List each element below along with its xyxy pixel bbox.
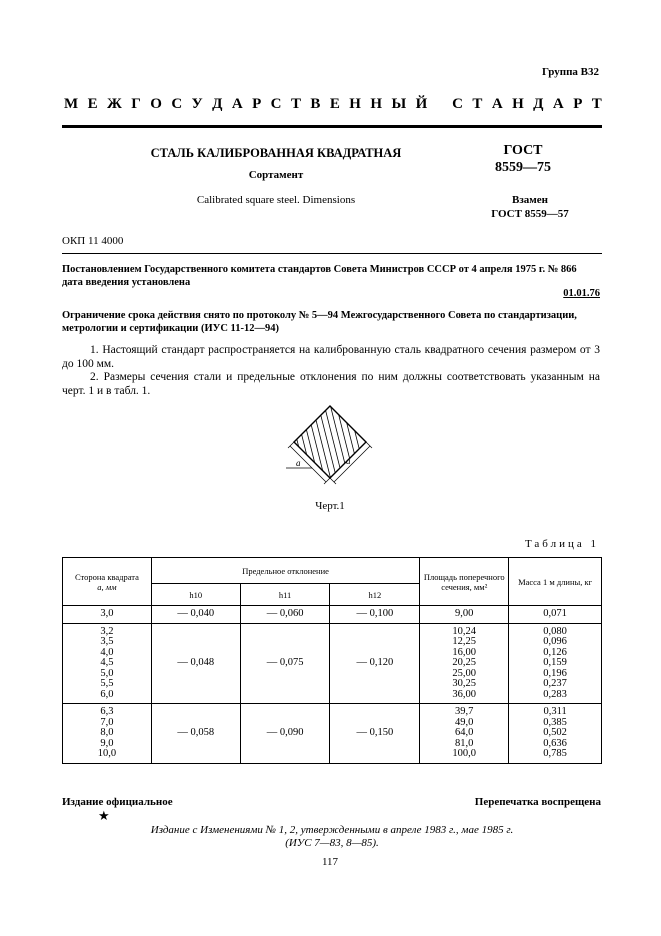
heading-letter: У	[191, 96, 203, 112]
masses-value: 0,196	[543, 667, 567, 679]
header-area: Площадь поперечного сечения, мм²	[420, 558, 509, 606]
masses-value: 0,159	[543, 657, 567, 668]
heading-letter: Е	[329, 96, 340, 112]
table-row	[63, 606, 602, 624]
gost-code: 8559—75	[495, 160, 551, 175]
areas-value: 10,24	[452, 625, 477, 637]
assortment-table	[62, 557, 602, 764]
sides-value: 6,3	[100, 706, 114, 717]
areas-value: 39,7	[455, 706, 474, 717]
effective-date: 01.01.76	[563, 288, 600, 299]
masses-value: 0,080	[543, 625, 567, 637]
cell-areas	[420, 704, 509, 764]
cell-areas	[420, 623, 509, 704]
areas-value: 36,00	[452, 688, 477, 700]
masses-value: 0,311	[543, 706, 567, 717]
header-side: Сторона квадрата a, мм	[63, 558, 152, 606]
heading-letter: Ж	[107, 96, 122, 112]
okp-code: ОКП 11 4000	[62, 235, 124, 247]
cell-sides	[63, 606, 152, 624]
cell-h11: — 0,075	[240, 623, 330, 704]
paragraph-2: 2. Размеры сечения стали и предельные отклонения по ним должны соответствовать указанным на черт. 1 и в табл. 1.	[62, 371, 600, 397]
areas-value: 64,0	[455, 727, 474, 738]
cell-sides	[63, 704, 152, 764]
heading-letter: Г	[131, 96, 141, 112]
cell-h11: — 0,060	[240, 606, 330, 624]
sides-value: 8,0	[100, 727, 114, 738]
cell-h10: — 0,040	[151, 606, 240, 624]
header-h12: h12	[330, 584, 420, 606]
sides-value: 5,5	[100, 678, 114, 689]
heading-letter: С	[270, 96, 282, 112]
standard-heading	[64, 96, 602, 113]
cell-masses	[509, 606, 602, 624]
cell-h12: — 0,120	[330, 623, 420, 704]
masses-value: 0,502	[543, 727, 567, 738]
heading-letter: Н	[370, 96, 383, 112]
heading-letter: С	[452, 96, 463, 112]
edition-note	[62, 824, 602, 850]
document-subtitle: Сортамент	[248, 169, 304, 181]
paragraph-1: 1. Настоящий стандарт распространяется на калиброванную сталь квадратного сечения размером от 3 до 100 мм.	[62, 344, 600, 370]
edition-line-1: Издание с Изменениями № 1, 2, утвержденными в апреле 1983 г., мае 1985 г.	[150, 824, 514, 836]
gost-label: ГОСТ	[503, 143, 543, 158]
cell-masses	[509, 623, 602, 704]
masses-value: 0,096	[543, 636, 567, 647]
cell-h10: — 0,048	[151, 623, 240, 704]
heading-letter: А	[231, 96, 243, 112]
areas-value: 16,00	[452, 646, 477, 658]
masses-value: 0,636	[543, 737, 567, 749]
english-title: Calibrated square steel. Dimensions	[196, 194, 356, 206]
star-icon: ★	[98, 808, 110, 823]
heading-letter: Н	[512, 96, 524, 112]
heading-letter: Е	[87, 96, 98, 112]
areas-value: 12,25	[452, 636, 477, 647]
sides-value: 5,0	[100, 667, 114, 679]
divider	[62, 253, 602, 254]
heading-letter: Й	[415, 96, 428, 112]
masses-value: 0,385	[543, 716, 567, 728]
heading-letter: Т	[591, 96, 602, 112]
heading-rule	[62, 125, 602, 128]
heading-letter: Р	[252, 96, 262, 112]
masses-value: 0,785	[543, 748, 567, 759]
edition-line-2: (ИУС 7—83, 8—85).	[285, 837, 379, 849]
sides-value: 7,0	[100, 716, 114, 728]
heading-letter	[437, 96, 443, 113]
document-title: СТАЛЬ КАЛИБРОВАННАЯ КВАДРАТНАЯ	[150, 146, 402, 160]
cell-areas	[420, 606, 509, 624]
square-section-drawing	[284, 404, 384, 494]
sides-value: 3,2	[100, 625, 114, 637]
section-hatching	[288, 404, 368, 484]
heading-letter: Д	[212, 96, 223, 112]
official-edition: Издание официальное	[62, 796, 173, 808]
sides-value: 9,0	[100, 737, 114, 749]
cell-sides	[63, 623, 152, 704]
replaces-block	[468, 193, 592, 221]
heading-letter: Ы	[391, 96, 407, 112]
heading-letter: В	[310, 96, 321, 112]
reprint-notice: Перепечатка воспрещена	[474, 796, 601, 808]
heading-letter: О	[150, 96, 162, 112]
dimension-label-a-right: a	[346, 456, 351, 466]
header-h10: h10	[151, 584, 240, 606]
heading-letter: С	[171, 96, 183, 112]
decree-text: Постановлением Государственного комитета стандартов Совета Министров СССР от 4 апреля 1975 г. № 866 дата введения установлена	[62, 264, 577, 288]
header-deviation: Предельное отклонение	[151, 558, 419, 584]
cell-h10: — 0,058	[151, 704, 240, 764]
table-row	[63, 704, 602, 764]
sides-value: 4,5	[100, 657, 114, 668]
areas-value: 100,0	[452, 748, 477, 759]
heading-letter: Д	[533, 96, 544, 112]
header-h11: h11	[240, 584, 330, 606]
heading-letter: Т	[290, 96, 301, 112]
limit-text: Ограничение срока действия снято по протоколу № 5—94 Межгосударственного Совета по стандартизации, метрологии и сертификации (ИУС 11-12—94)	[62, 310, 577, 334]
masses-value: 0,237	[543, 678, 567, 689]
dimension-label-a-left: a	[296, 458, 301, 468]
table-row	[63, 623, 602, 704]
masses-value: 0,283	[543, 688, 567, 700]
areas-value: 49,0	[455, 716, 474, 728]
page-number: 117	[321, 856, 339, 868]
replaces-code: ГОСТ 8559—57	[491, 208, 569, 220]
sides-value: 3,5	[100, 636, 114, 647]
sides-value: 3,0	[100, 608, 114, 619]
sides-value: 10,0	[97, 748, 117, 759]
gost-number	[468, 142, 578, 176]
heading-letter: А	[552, 96, 564, 112]
masses-value: 0,071	[543, 608, 567, 619]
cell-masses	[509, 704, 602, 764]
sides-value: 4,0	[100, 646, 114, 658]
areas-value: 30,25	[452, 678, 477, 689]
heading-letter: М	[64, 96, 79, 112]
heading-letter: Т	[472, 96, 483, 112]
heading-letter: А	[491, 96, 503, 112]
replaces-label: Взамен	[512, 194, 548, 206]
figure-caption: Черт.1	[315, 500, 345, 512]
sides-value: 6,0	[100, 688, 114, 700]
cell-h12: — 0,150	[330, 704, 420, 764]
masses-value: 0,126	[543, 646, 567, 658]
areas-value: 25,00	[452, 667, 477, 679]
heading-letter: Р	[573, 96, 583, 112]
cell-h12: — 0,100	[330, 606, 420, 624]
group-code: Группа В32	[541, 66, 599, 78]
header-mass: Масса 1 м длины, кг	[509, 558, 602, 606]
areas-value: 9,00	[455, 608, 474, 619]
heading-letter: Н	[349, 96, 361, 112]
table-caption: Таблица 1	[524, 538, 599, 550]
areas-value: 20,25	[452, 657, 477, 668]
section-outline	[294, 406, 366, 478]
areas-value: 81,0	[455, 737, 474, 749]
cell-h11: — 0,090	[240, 704, 330, 764]
